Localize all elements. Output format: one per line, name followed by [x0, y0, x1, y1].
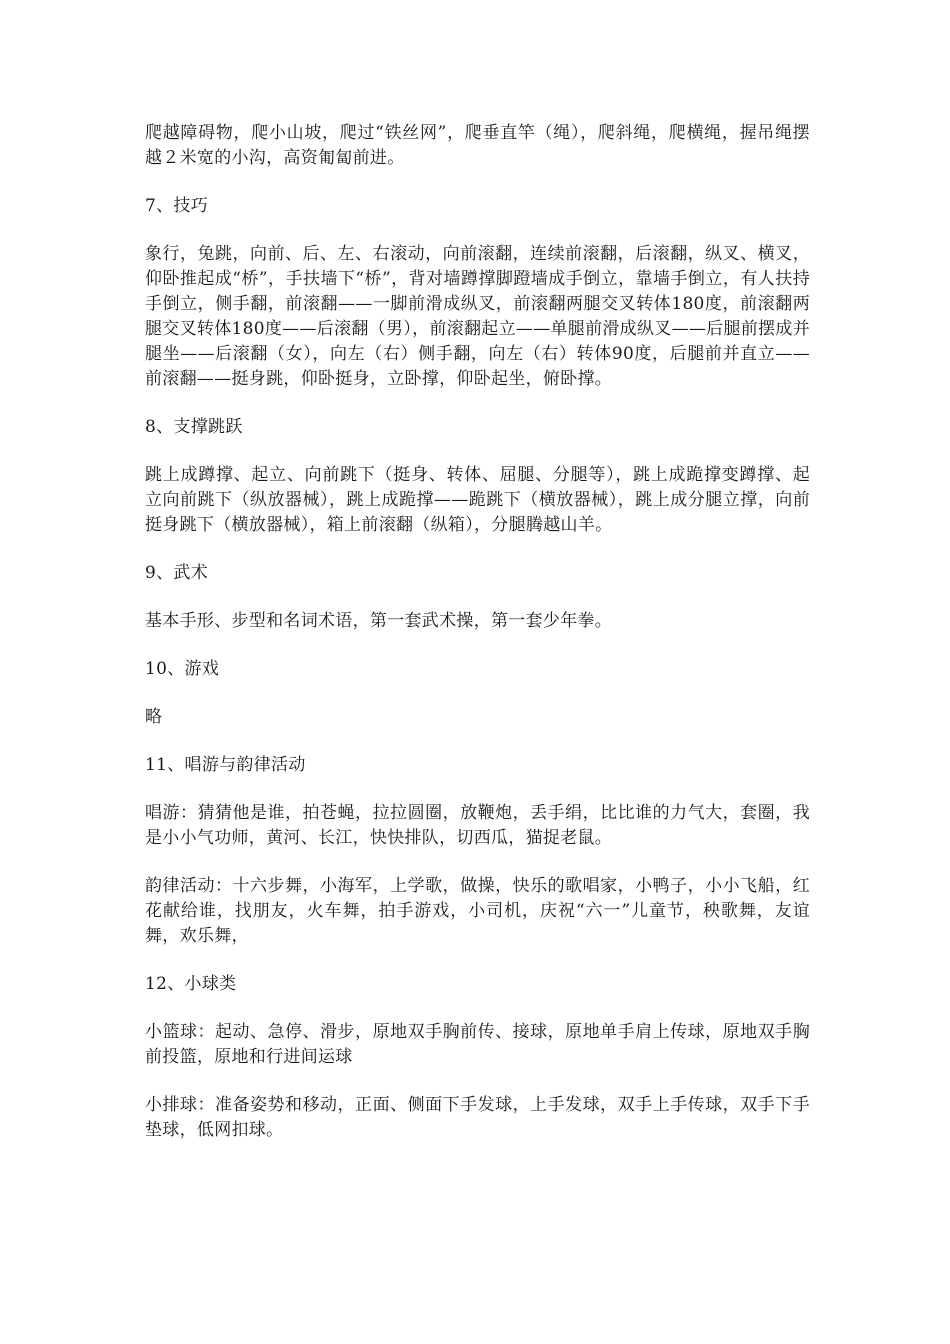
paragraph-martial-arts: 基本手形、步型和名词术语，第一套武术操，第一套少年拳。 [145, 611, 613, 631]
paragraph-games: 略 [145, 707, 163, 727]
paragraph-mini-basketball: 小篮球：起动、急停、滑步，原地双手胸前传、接球，原地单手肩上传球，原地双手胸前投篮，原地和行进间运球 [145, 1022, 810, 1067]
heading-games: 10、游戏 [145, 659, 220, 679]
paragraph-skills: 象行，兔跳，向前、后、左、右滚动，向前滚翻，连续前滚翻，后滚翻，纵叉、横叉，仰卧推起成“桥”，手扶墙下“桥”，背对墙蹲撑脚蹬墙成手倒立，靠墙手倒立，有人扶持手倒立，侧手翻，前滚翻——一脚前滑成纵叉，前滚翻两腿交叉转体180度，前滚翻两腿交叉转体180度——后滚翻（男），前滚翻起立——单腿前滑成纵叉——后腿前摆成并腿坐——后滚翻（女），向左（右）侧手翻，向左（右）转体90度，后腿前并直立——前滚翻——挺身跳，仰卧挺身，立卧撑，仰卧起坐，俯卧撑。 [145, 244, 810, 389]
paragraph-climbing: 爬越障碍物，爬小山坡，爬过“铁丝网”，爬垂直竿（绳），爬斜绳，爬横绳，握吊绳摆越２米宽的小沟，高资匍匐前进。 [145, 123, 810, 168]
document-body [145, 121, 810, 1166]
heading-martial-arts: 9、武术 [145, 563, 209, 583]
heading-support-jump: 8、支撑跳跃 [145, 417, 243, 437]
paragraph-singing-games: 唱游：猜猜他是谁，拍苍蝇，拉拉圆圈，放鞭炮，丢手绢，比比谁的力气大，套圈，我是小小气功师，黄河、长江，快快排队，切西瓜，猫捉老鼠。 [145, 803, 810, 848]
heading-small-balls: 12、小球类 [145, 974, 237, 994]
paragraph-mini-volleyball: 小排球：准备姿势和移动，正面、侧面下手发球，上手发球，双手上手传球，双手下手垫球，低网扣球。 [145, 1095, 810, 1140]
paragraph-support-jump: 跳上成蹲撑、起立、向前跳下（挺身、转体、屈腿、分腿等），跳上成跪撑变蹲撑、起立向前跳下（纵放器械），跳上成跪撑——跪跳下（横放器械），跳上成分腿立撑，向前挺身跳下（横放器械），箱上前滚翻（纵箱），分腿腾越山羊。 [145, 465, 810, 535]
paragraph-rhythm-activities: 韵律活动：十六步舞，小海军，上学歌，做操，快乐的歌唱家，小鸭子，小小飞船，红花献给谁，找朋友，火车舞，拍手游戏，小司机，庆祝“六一”儿童节，秧歌舞，友谊舞，欢乐舞， [145, 876, 810, 946]
heading-singing-rhythm: 11、唱游与韵律活动 [145, 755, 306, 775]
heading-skills: 7、技巧 [145, 196, 209, 216]
